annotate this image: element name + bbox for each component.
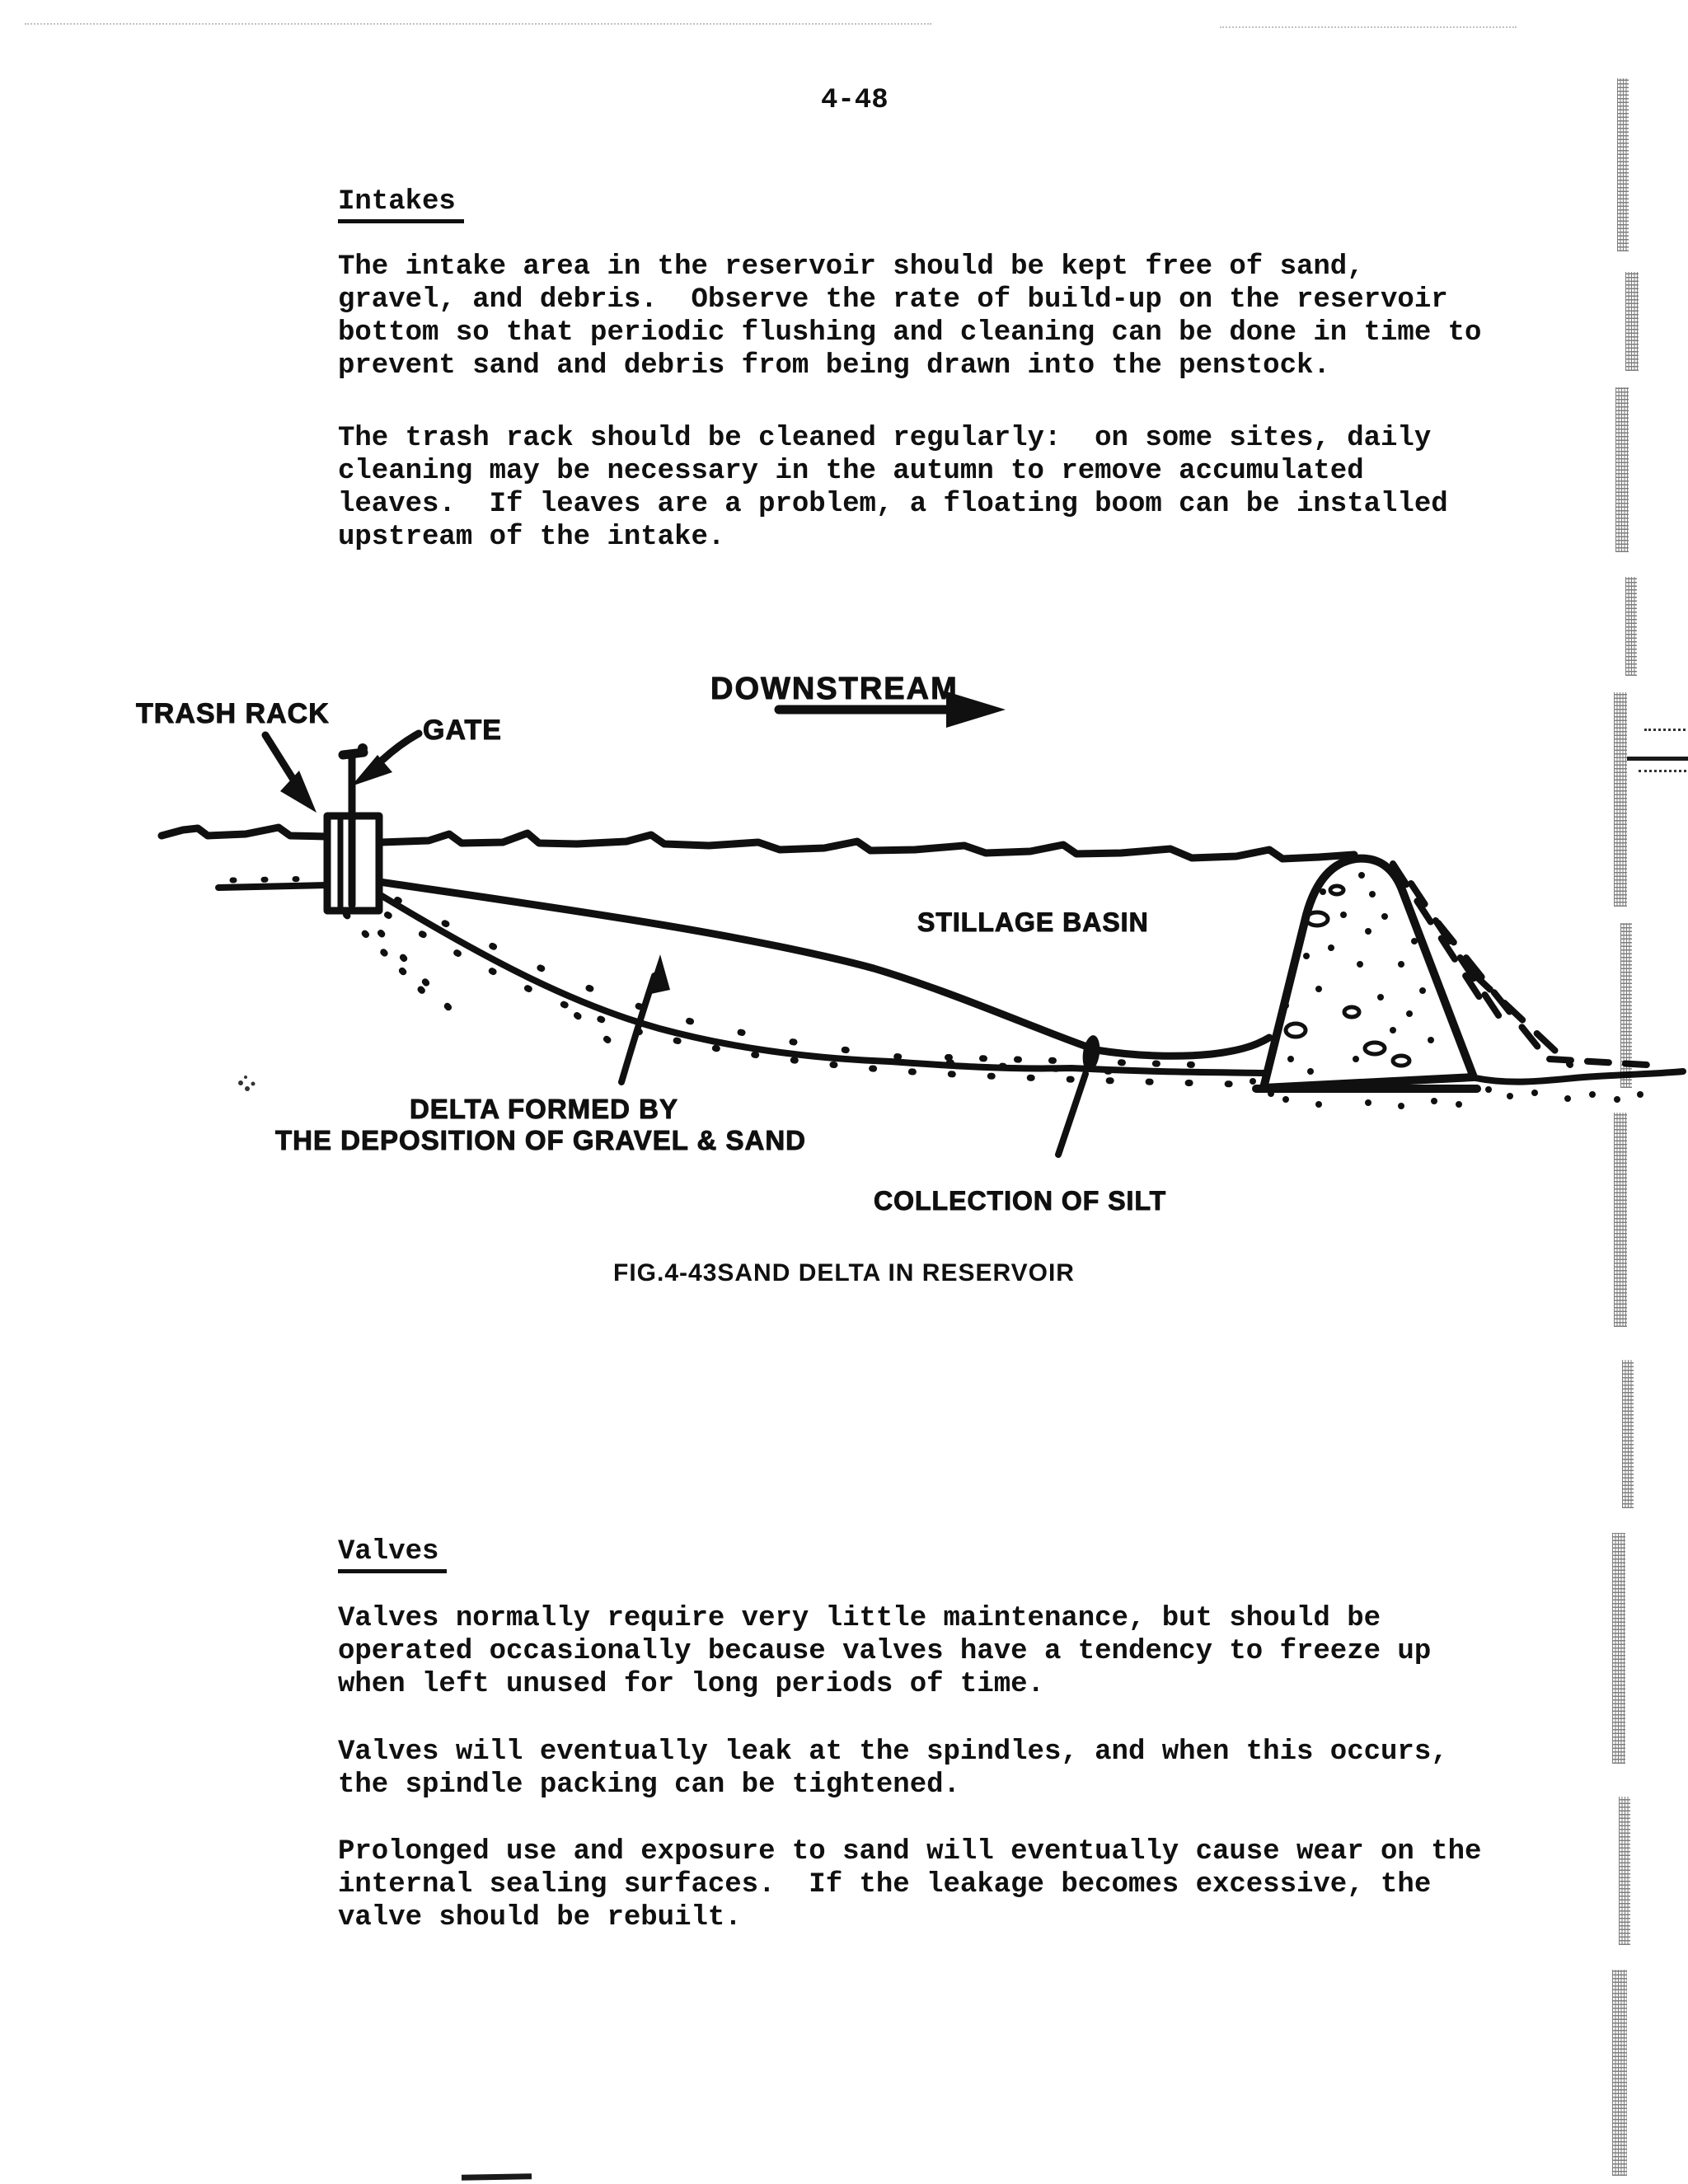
text-line: prevent sand and debris from being drawn into the penstock. [338, 350, 1330, 382]
waterline-left [162, 827, 327, 837]
text-line: Prolonged use and exposure to sand will eventually cause wear on the [338, 1836, 1482, 1868]
intakes-heading [338, 186, 464, 223]
scan-edge-noise [1622, 1360, 1634, 1508]
stillage-basin-label: STILLAGE BASIN [917, 907, 1149, 937]
scan-edge-noise [1614, 692, 1627, 907]
text-line: cleaning may be necessary in the autumn to remove accumulated [338, 456, 1364, 487]
scan-edge-noise [1625, 577, 1637, 676]
text-line: valve should be rebuilt. [338, 1902, 742, 1933]
text-line: operated occasionally because valves have a tendency to freeze up [338, 1636, 1432, 1667]
silt-pointer [1058, 1034, 1102, 1155]
page-number: 4-48 [821, 85, 889, 116]
scan-edge-noise [1615, 387, 1629, 552]
ink-smudge [238, 1076, 256, 1091]
text-line: the spindle packing can be tightened. [338, 1769, 960, 1801]
scan-artifact-line [1627, 757, 1688, 761]
scan-edge-noise [1617, 78, 1629, 251]
downstream-label: DOWNSTREAM [710, 672, 959, 706]
text-line: when left unused for long periods of time. [338, 1669, 1044, 1700]
gate-handle [343, 752, 363, 755]
scan-edge-noise [1614, 1113, 1627, 1327]
scan-edge-noise [1625, 272, 1639, 371]
delta-label-line1: DELTA FORMED BY [409, 1094, 679, 1124]
text-line: Valves will eventually leak at the spindles, and when this occurs, [338, 1736, 1448, 1768]
text-line: The trash rack should be cleaned regularly: on some sites, daily [338, 423, 1432, 454]
ground-left-dots [232, 879, 326, 880]
valves-heading [338, 1536, 447, 1573]
scan-artifact-dots [1639, 770, 1686, 772]
valves-paragraph-2 [338, 1736, 1448, 1802]
ground-right-of-dam [1475, 1071, 1683, 1082]
scan-edge-noise [1612, 1533, 1625, 1764]
intakes-heading-text: Intakes [338, 186, 464, 223]
scan-edge-noise [1619, 1797, 1630, 1945]
gate-label: GATE [423, 715, 502, 746]
text-line: upstream of the intake. [338, 522, 725, 553]
valves-heading-text: Valves [338, 1536, 447, 1573]
scan-artifact-top-line [25, 23, 931, 25]
collection-of-silt-label: COLLECTION OF SILT [874, 1186, 1167, 1216]
waterline-right [381, 833, 1354, 859]
intakes-paragraph-1 [338, 251, 1481, 382]
text-line: internal sealing surfaces. If the leakage becomes excessive, the [338, 1869, 1432, 1900]
intakes-paragraph-2 [338, 422, 1448, 554]
scan-edge-noise [1612, 1970, 1627, 2176]
gate-arrow [351, 733, 419, 786]
scan-edge-noise [1620, 923, 1632, 1088]
text-line: bottom so that periodic flushing and cleaning can be done in time to [338, 317, 1482, 349]
text-line: The intake area in the reservoir should be kept free of sand, [338, 251, 1364, 283]
trash-rack-label: TRASH RACK [136, 698, 330, 729]
text-line: leaves. If leaves are a problem, a floating boom can be installed [338, 489, 1448, 520]
scan-artifact-dots [1644, 729, 1686, 731]
scan-artifact-bottom-mark [462, 2173, 532, 2180]
text-line: gravel, and debris. Observe the rate of build-up on the reservoir [338, 284, 1448, 316]
ground-left [218, 885, 327, 888]
text-line: Valves normally require very little maintenance, but should be [338, 1603, 1381, 1634]
delta-label-line2: THE DEPOSITION OF GRAVEL & SAND [275, 1125, 806, 1155]
figure-caption: FIG.4-43SAND DELTA IN RESERVOIR [613, 1259, 1075, 1286]
valves-paragraph-1 [338, 1602, 1431, 1701]
valves-paragraph-3 [338, 1835, 1481, 1934]
figure-diagram [0, 643, 1688, 1236]
gate-handle-knob [358, 743, 368, 753]
trash-rack-arrow [265, 735, 316, 813]
scan-artifact-top-line-2 [1220, 26, 1517, 28]
